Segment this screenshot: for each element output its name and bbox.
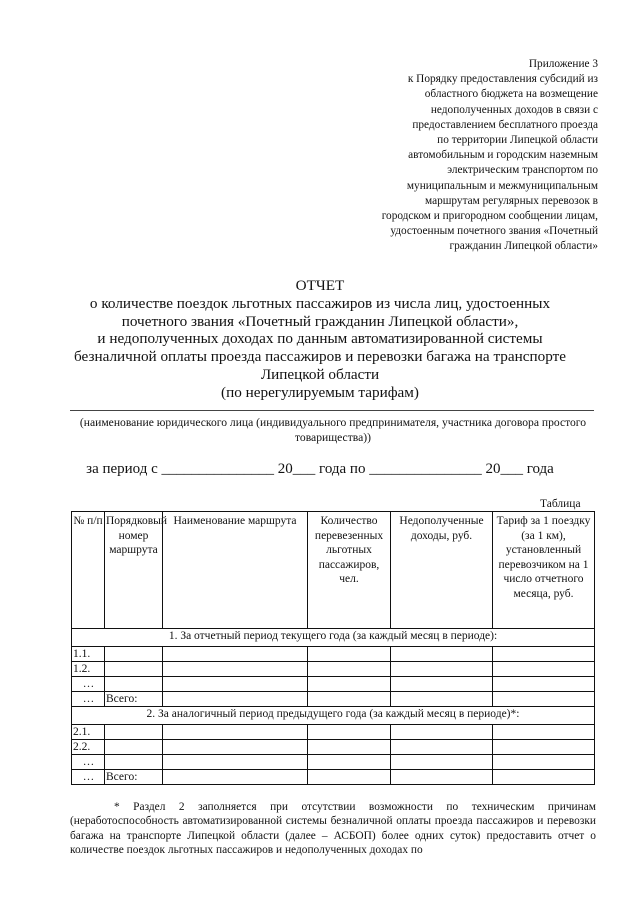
report-heading: ОТЧЕТ: [295, 277, 345, 294]
appendix-line: автомобильным и городским наземным: [408, 149, 598, 162]
title-line: и недополученных доходах по данным автоматизированной системы: [97, 330, 543, 348]
appendix-line: областного бюджета на возмещение: [424, 88, 598, 101]
title-line: безналичной оплаты проезда пассажиров и перевозки багажа на транспорте: [74, 348, 566, 366]
row-index: …: [72, 677, 105, 692]
appendix-line: недополученных доходов в связи с: [430, 103, 598, 116]
report-table: [71, 511, 595, 785]
appendix-line: городском и пригородном сообщении лицам,: [381, 210, 598, 223]
appendix-line: удостоенным почетного звания «Почетный: [390, 225, 598, 238]
row-index: …: [72, 755, 105, 770]
total-label: Всего:: [105, 692, 163, 707]
period-line: за период с _______________ 20___ года по _______________ 20___ года: [86, 461, 554, 477]
appendix-line: по территории Липецкой области: [437, 134, 598, 147]
row-index: 1.1.: [72, 647, 105, 662]
org-name-line: [70, 410, 594, 411]
appendix-line: предоставлением бесплатного проезда: [412, 118, 598, 131]
appendix-line: к Порядку предоставления субсидий из: [407, 73, 598, 86]
appendix-block: [330, 57, 598, 255]
row-index: …: [72, 692, 105, 707]
header-index: № п/п: [72, 512, 105, 629]
header-route-name: Наименование маршрута: [163, 512, 308, 629]
table-row: [72, 692, 595, 707]
row-index: 1.2.: [72, 662, 105, 677]
title-line: почетного звания «Почетный гражданин Липецкой области»,: [121, 312, 519, 330]
title-line: Липецкой области: [260, 365, 380, 383]
header-lost-income: Недополученные доходы, руб.: [391, 512, 493, 629]
appendix-line: электрическим транспортом по: [447, 164, 598, 177]
header-route-number: Порядковый номер маршрута: [105, 512, 163, 629]
table-row: [72, 677, 595, 692]
table-row: [72, 662, 595, 677]
section-1-title: 1. За отчетный период текущего года (за каждый месяц в периоде):: [72, 629, 595, 647]
appendix-line: муниципальным и межмуниципальным: [406, 179, 598, 192]
table-row: [72, 755, 595, 770]
table-label: Таблица: [540, 498, 581, 510]
table-row: [72, 725, 595, 740]
footnote: [70, 800, 596, 858]
title-line: (по нерегулируемым тарифам): [221, 383, 419, 401]
title-line: о количестве поездок льготных пассажиров из числа лиц, удостоенных: [89, 294, 551, 312]
appendix-line: маршрутам регулярных перевозок в: [425, 194, 598, 207]
table-header-row: [72, 512, 595, 629]
section-row: [72, 707, 595, 725]
total-label: Всего:: [105, 770, 163, 785]
table-row: [72, 647, 595, 662]
section-2-title: 2. За аналогичный период предыдущего года (за каждый месяц в периоде)*:: [72, 707, 595, 725]
header-passengers: Количество перевезенных льготных пассажиров, чел.: [308, 512, 391, 629]
table-row: [72, 740, 595, 755]
footnote-text: * Раздел 2 заполняется при отсутствии возможности по техническим причинам (неработоспособность автоматизированной системы безналичной оплаты проезда пассажиров и перевозки багажа на транспорте Липецкой области (далее – АСБОП) более одних суток) предоставить отчет о количестве поездок льготных пассажиров и недополученных доходах по: [70, 801, 596, 857]
header-tariff: Тариф за 1 поездку (за 1 км), установленный перевозчиком на 1 число отчетного месяца, руб.: [493, 512, 595, 629]
appendix-line: Приложение 3: [528, 58, 598, 70]
row-index: …: [72, 770, 105, 785]
appendix-line: гражданин Липецкой области»: [449, 240, 598, 253]
section-row: [72, 629, 595, 647]
org-name-caption: (наименование юридического лица (индивидуального предпринимателя, участника договора простого товарищества)): [79, 416, 587, 444]
row-index: 2.2.: [72, 740, 105, 755]
table-row: [72, 770, 595, 785]
report-title: [60, 277, 580, 402]
row-index: 2.1.: [72, 725, 105, 740]
